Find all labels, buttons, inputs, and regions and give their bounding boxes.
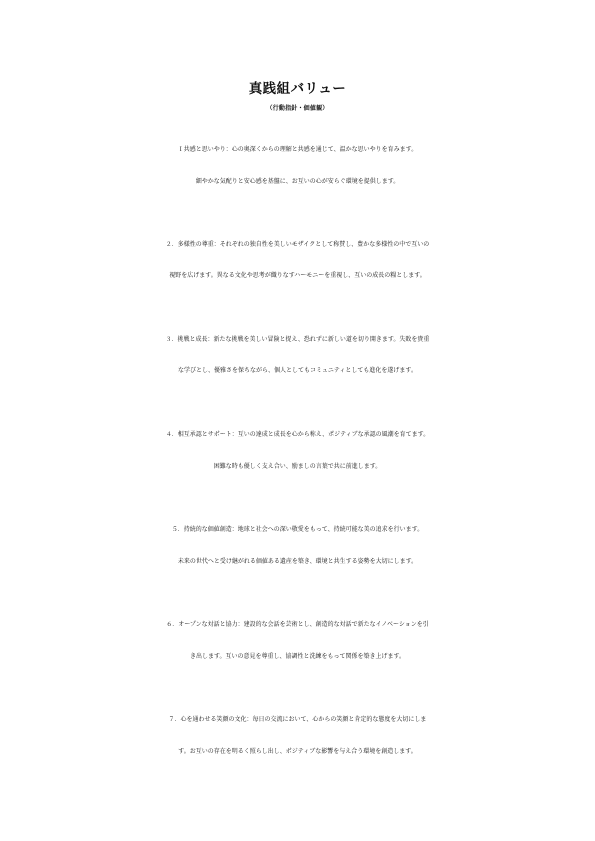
value-6-line-2: き出します。互いの意見を尊重し、協調性と洗練をもって関係を築き上げます。 <box>189 653 406 660</box>
page-title: 真践組バリュー <box>248 81 347 97</box>
page-subtitle: （行動指針・価値観） <box>266 105 329 112</box>
value-1-line-1: Ｉ共感と思いやり：心の奥深くからの理解と共感を通じて、温かな思いやりを育みます。 <box>177 146 418 153</box>
value-7-line-1: ７．心を通わせる笑顔の文化：毎日の交流において、心からの笑顔と肯定的な態度を大切にしま <box>168 716 427 723</box>
value-4-line-2: 困難な時も優しく支え合い、励ましの言葉で共に前進します。 <box>213 463 382 470</box>
value-2-line-1: ２．多様性の尊重：それぞれの独自性を美しいモザイクとして称賛し、豊かな多様性の中で互いの <box>165 241 430 248</box>
value-6-line-1: ６．オープンな対話と協力：建設的な会話を芸術とし、創造的な対話で新たなイノベーションを引 <box>166 621 429 628</box>
value-5-line-2: 未来の世代へと受け継がれる価値ある遺産を築き、環境と共生する姿勢を大切にします。 <box>177 558 418 565</box>
value-4-line-1: ４．相互承認とサポート：互いの達成と成長を心から称え、ポジティブな承認の風潮を育てます。 <box>165 431 430 438</box>
value-3-line-1: ３．挑戦と成長：新たな挑戦を美しい冒険と捉え、恐れずに新しい道を切り開きます。失敗を貴重 <box>165 336 430 343</box>
value-7-line-2: す。お互いの存在を明るく照らし出し、ポジティブな影響を与え合う環境を創造します。 <box>178 748 417 755</box>
value-3-line-2: な学びとし、優雅さを保ちながら、個人としてもコミュニティとしても進化を遂げます。 <box>178 367 417 374</box>
value-1-line-2: 細やかな気配りと安心感を基盤に、お互いの心が安らぐ環境を提供します。 <box>195 178 400 185</box>
value-2-line-2: 視野を広げます。異なる文化や思考が織りなすハーモニーを重視し、互いの成長の糧とします。 <box>169 272 426 279</box>
value-5-line-1: ５．持続的な価値創造：地球と社会への深い敬愛をもって、持続可能な美の追求を行います。 <box>171 526 424 533</box>
